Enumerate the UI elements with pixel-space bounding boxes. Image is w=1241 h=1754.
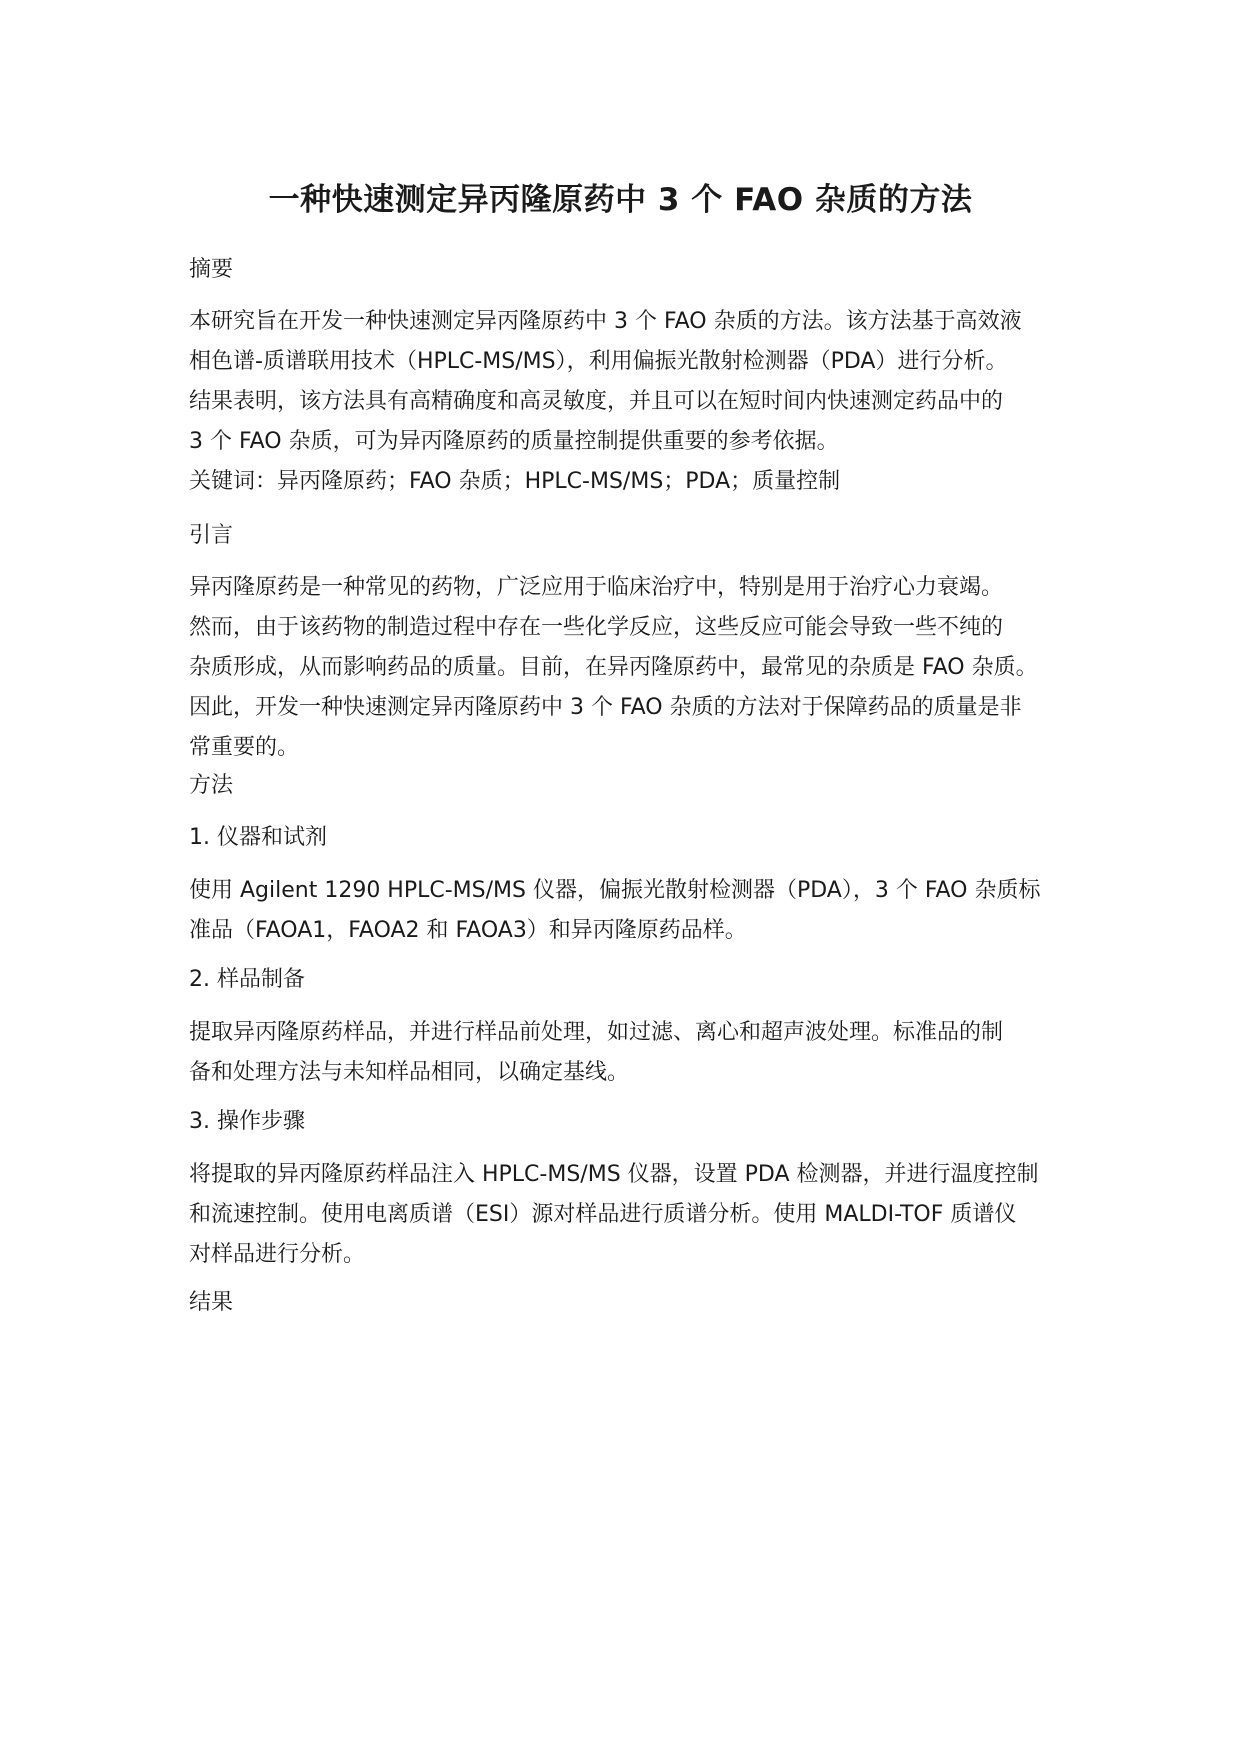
subsection-heading-procedure: 3. 操作步骤 xyxy=(189,1109,305,1134)
abstract-heading: 摘要 xyxy=(189,257,234,282)
procedure-line: 和流速控制。使用电离质谱（ESI）源对样品进行质谱分析。使用 MALDI-TOF 质谱仪 xyxy=(189,1202,1017,1227)
instruments-paragraph xyxy=(189,871,1069,951)
procedure-line: 将提取的异丙隆原药样品注入 HPLC-MS/MS 仪器，设置 PDA 检测器，并进行温度控制 xyxy=(189,1162,1039,1187)
subsection-heading-sample-prep: 2. 样品制备 xyxy=(189,967,305,992)
document-title: 一种快速测定异丙隆原药中 3 个 FAO 杂质的方法 xyxy=(268,182,973,218)
intro-line: 然而，由于该药物的制造过程中存在一些化学反应，这些反应可能会导致一些不纯的 xyxy=(189,615,1004,640)
sample-prep-paragraph xyxy=(189,1013,1069,1093)
instruments-line: 使用 Agilent 1290 HPLC-MS/MS 仪器，偏振光散射检测器（PDA），3 个 FAO 杂质标 xyxy=(189,878,1041,903)
procedure-line: 对样品进行分析。 xyxy=(189,1242,366,1267)
intro-line: 因此，开发一种快速测定异丙隆原药中 3 个 FAO 杂质的方法对于保障药品的质量是非 xyxy=(189,695,1022,720)
intro-line: 杂质形成，从而影响药品的质量。目前，在异丙隆原药中，最常见的杂质是 FAO 杂质。 xyxy=(189,655,1038,680)
keywords-line: 关键词：异丙隆原药；FAO 杂质；HPLC-MS/MS；PDA；质量控制 xyxy=(189,469,841,494)
abstract-line: 结果表明，该方法具有高精确度和高灵敏度，并且可以在短时间内快速测定药品中的 xyxy=(189,389,1004,414)
subsection-heading-instruments: 1. 仪器和试剂 xyxy=(189,825,327,850)
intro-line: 异丙隆原药是一种常见的药物，广泛应用于临床治疗中，特别是用于治疗心力衰竭。 xyxy=(189,575,1004,600)
results-heading: 结果 xyxy=(189,1290,234,1315)
abstract-line: 3 个 FAO 杂质，可为异丙隆原药的质量控制提供重要的参考依据。 xyxy=(189,429,839,454)
methods-heading: 方法 xyxy=(189,773,234,798)
intro-heading: 引言 xyxy=(189,523,234,548)
procedure-paragraph xyxy=(189,1155,1069,1275)
intro-paragraph xyxy=(189,568,1069,768)
intro-line: 常重要的。 xyxy=(189,735,300,760)
instruments-line: 准品（FAOA1，FAOA2 和 FAOA3）和异丙隆原药品样。 xyxy=(189,918,747,943)
abstract-line: 相色谱-质谱联用技术（HPLC-MS/MS），利用偏振光散射检测器（PDA）进行分析。 xyxy=(189,349,1008,374)
abstract-paragraph xyxy=(189,302,1069,462)
sample-prep-line: 备和处理方法与未知样品相同，以确定基线。 xyxy=(189,1060,630,1085)
sample-prep-line: 提取异丙隆原药样品，并进行样品前处理，如过滤、离心和超声波处理。标准品的制 xyxy=(189,1020,1004,1045)
abstract-line: 本研究旨在开发一种快速测定异丙隆原药中 3 个 FAO 杂质的方法。该方法基于高效液 xyxy=(189,309,1022,334)
